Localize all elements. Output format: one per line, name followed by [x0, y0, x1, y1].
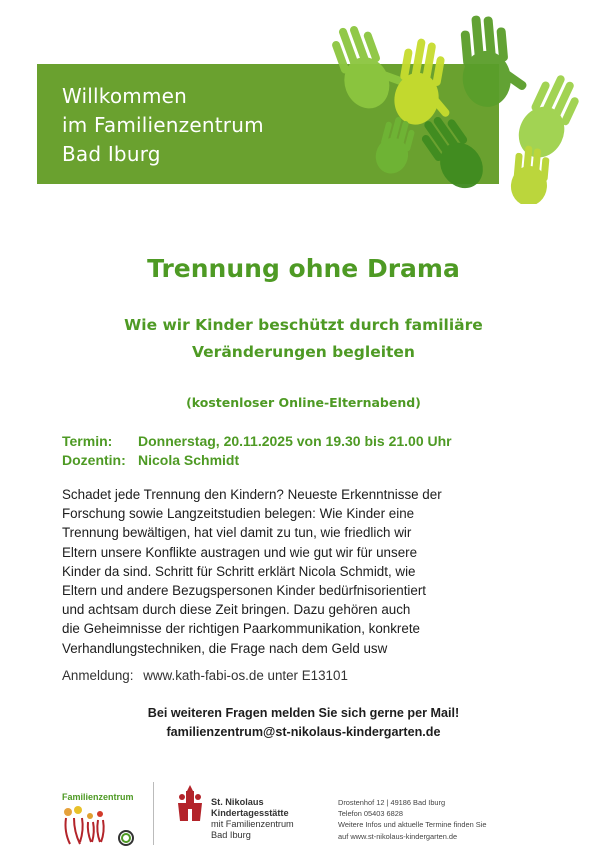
registration-label: Anmeldung: — [62, 668, 134, 683]
info-line: Weitere Infos und aktuelle Termine finden Sie — [338, 820, 487, 830]
event-subtitle — [0, 312, 607, 366]
address-line: Drostenhof 12 | 49186 Bad Iburg — [338, 798, 446, 807]
description-line: Trennung bewältigen, hat viel damit zu tun, wie friedlich wir — [62, 525, 412, 541]
event-description — [62, 485, 532, 658]
description-line: Schadet jede Trennung den Kindern? Neueste Erkenntnisse der — [62, 487, 442, 502]
description-line: Eltern und andere Bezugspersonen Kinder bedürfnisorientiert — [62, 583, 427, 599]
stn-line-3: mit Familienzentrum — [211, 819, 294, 829]
description-line: die Geheimnisse der richtigen Paarkommunikation, konkrete — [62, 621, 421, 637]
subtitle-line-1: Wie wir Kinder beschützt durch familiäre — [124, 316, 483, 334]
welcome-line-1: Willkommen — [62, 84, 188, 108]
registration-link[interactable]: www.kath-fabi-os.de unter E13101 — [143, 668, 348, 683]
st-nikolaus-church-icon — [172, 783, 208, 823]
welcome-text — [62, 82, 264, 169]
phone-line: Telefon 05403 6828 — [338, 809, 403, 819]
handprints-decoration — [300, 4, 600, 204]
description-line: und achtsam durch diese Zeit bringen. Dazu gehören auch — [62, 602, 411, 618]
event-title: Trennung ohne Drama — [147, 254, 460, 283]
termin-row — [62, 432, 452, 451]
welcome-line-3: Bad Iburg — [62, 142, 161, 166]
description-line: Forschung sowie Langzeitstudien belegen: Wie Kinder eine — [62, 506, 415, 522]
description-line: Verhandlungstechniken, die Frage nach dem Geld usw — [62, 640, 388, 656]
contact-line: Bei weiteren Fragen melden Sie sich gerne per Mail! — [147, 706, 460, 720]
dozentin-value: Nicola Schmidt — [138, 452, 240, 468]
familienzentrum-logo — [62, 792, 142, 855]
footer-address — [338, 797, 486, 842]
stn-line-1: St. Nikolaus — [211, 797, 264, 807]
contact-email-link[interactable]: familienzentrum@st-nikolaus-kindergarten.de — [166, 725, 441, 739]
dozentin-label: Dozentin: — [62, 452, 126, 468]
event-info — [62, 432, 452, 470]
welcome-line-2: im Familienzentrum — [62, 113, 264, 137]
footer-divider — [153, 782, 154, 845]
stn-line-2: Kindertagesstätte — [211, 808, 289, 818]
stn-line-4: Bad Iburg — [211, 830, 251, 840]
termin-value: Donnerstag, 20.11.2025 von 19.30 bis 21.00 Uhr — [138, 433, 452, 449]
website-link[interactable]: auf www.st-nikolaus-kindergarten.de — [338, 831, 458, 841]
familienzentrum-logo-icon — [62, 802, 142, 850]
description-line: Kinder da sind. Schritt für Schritt erklärt Nicola Schmidt, wie — [62, 563, 416, 579]
familienzentrum-label: Familienzentrum — [62, 792, 134, 802]
subtitle-line-2: Veränderungen begleiten — [192, 343, 415, 361]
contact-block — [0, 704, 607, 742]
description-line: Eltern unsere Konflikte austragen und wie gut wir für unsere — [62, 544, 418, 560]
termin-label: Termin: — [62, 433, 113, 449]
event-note: (kostenloser Online-Elternabend) — [186, 395, 421, 410]
registration — [62, 668, 348, 683]
dozentin-row — [62, 451, 452, 470]
st-nikolaus-name — [211, 797, 294, 841]
